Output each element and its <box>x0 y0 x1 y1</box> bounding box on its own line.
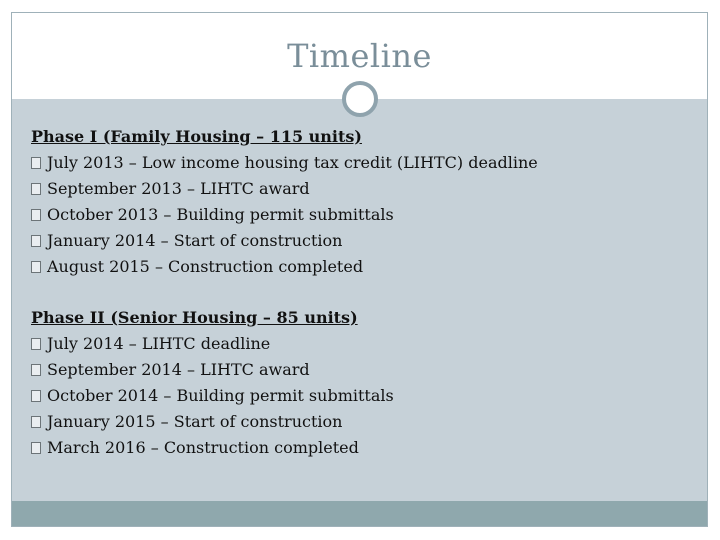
list-item-text: January 2015 – Start of construction <box>47 412 343 431</box>
list-item-text: October 2014 – Building permit submittals <box>47 386 394 405</box>
list-item <box>31 409 394 435</box>
checkbox-bullet-icon <box>31 235 41 247</box>
circle-ornament-icon <box>342 81 378 117</box>
checkbox-bullet-icon <box>31 442 41 454</box>
list-item-text: July 2013 – Low income housing tax credit (LIHTC) deadline <box>47 153 538 172</box>
list-item <box>31 150 538 176</box>
checkbox-bullet-icon <box>31 261 41 273</box>
list-item-text: September 2013 – LIHTC award <box>47 179 310 198</box>
phase-2-section <box>31 305 394 461</box>
list-item <box>31 383 394 409</box>
list-item-text: September 2014 – LIHTC award <box>47 360 310 379</box>
list-item-text: October 2013 – Building permit submittals <box>47 205 394 224</box>
list-item <box>31 331 394 357</box>
list-item-text: March 2016 – Construction completed <box>47 438 359 457</box>
phase-1-section <box>31 124 538 280</box>
list-item-text: July 2014 – LIHTC deadline <box>47 334 271 353</box>
list-item-text: August 2015 – Construction completed <box>47 257 364 276</box>
slide <box>11 12 708 527</box>
list-item <box>31 357 394 383</box>
checkbox-bullet-icon <box>31 157 41 169</box>
list-item <box>31 202 538 228</box>
list-item <box>31 228 538 254</box>
checkbox-bullet-icon <box>31 364 41 376</box>
bottom-band <box>12 501 707 526</box>
checkbox-bullet-icon <box>31 209 41 221</box>
list-item <box>31 254 538 280</box>
list-item <box>31 176 538 202</box>
phase-2-heading: Phase II (Senior Housing – 85 units) <box>31 308 358 327</box>
list-item-text: January 2014 – Start of construction <box>47 231 343 250</box>
checkbox-bullet-icon <box>31 416 41 428</box>
list-item <box>31 435 394 461</box>
checkbox-bullet-icon <box>31 338 41 350</box>
phase-1-heading: Phase I (Family Housing – 115 units) <box>31 127 362 146</box>
checkbox-bullet-icon <box>31 390 41 402</box>
checkbox-bullet-icon <box>31 183 41 195</box>
slide-title: Timeline <box>287 37 432 75</box>
